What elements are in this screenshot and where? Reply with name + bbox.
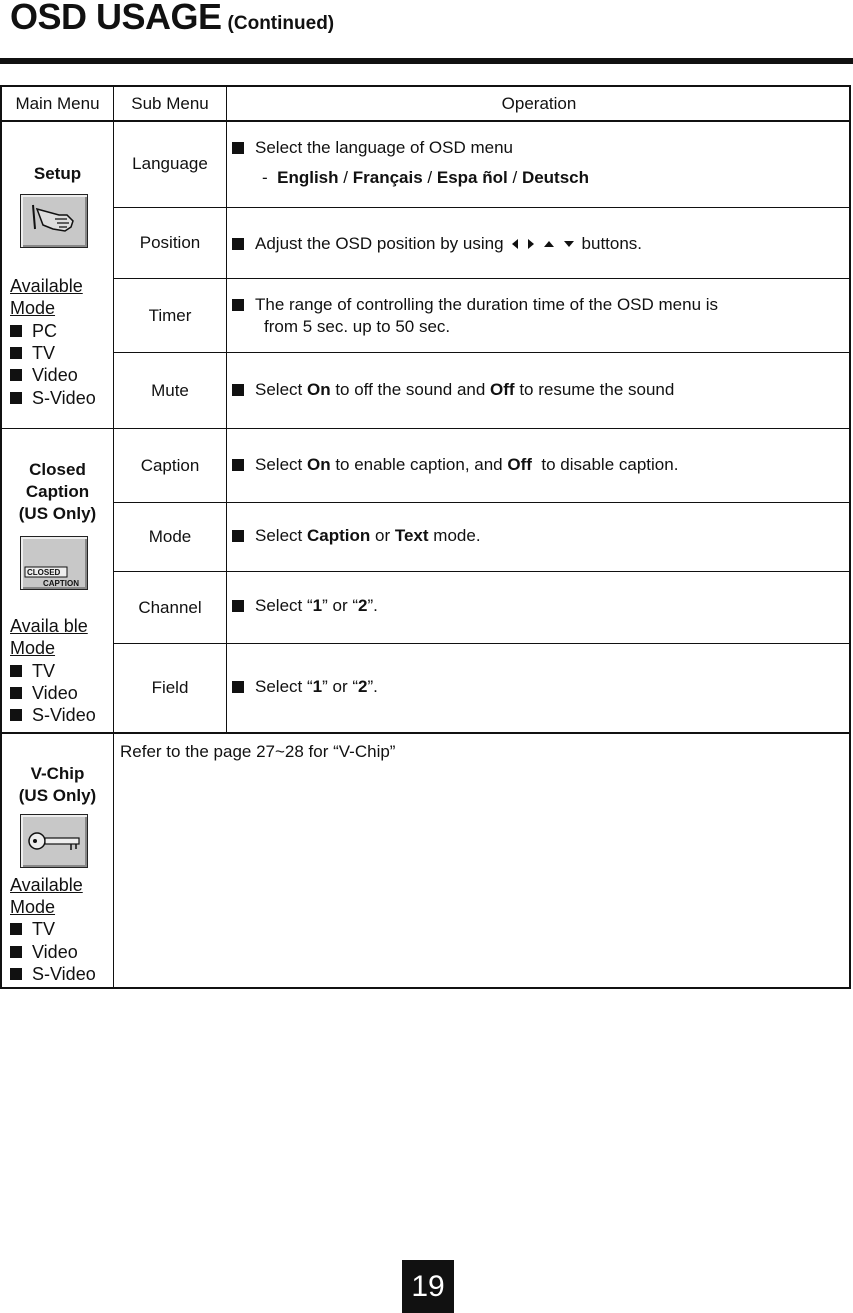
bullet-icon <box>10 665 22 677</box>
setup-mode-label: Mode <box>10 298 56 318</box>
title-main: OSD USAGE <box>10 0 222 37</box>
bullet-icon <box>10 369 22 381</box>
op-language-options: - English / Français / Espa ñol / Deutsch <box>262 168 590 187</box>
bullet-icon <box>232 530 244 542</box>
arrow-up-icon <box>544 241 554 247</box>
caption-mode-video: Video <box>10 682 78 704</box>
arrow-down-icon <box>564 241 574 247</box>
bullet-icon <box>10 325 22 337</box>
title-rule <box>0 58 853 64</box>
op-position: Adjust the OSD position by using buttons. <box>232 233 642 255</box>
bullet-icon <box>232 238 244 250</box>
op-timer: The range of controlling the duration time of the OSD menu is <box>232 294 718 316</box>
sub-mode: Mode <box>148 527 192 546</box>
sub-language: Language <box>132 154 208 173</box>
bullet-icon <box>10 347 22 359</box>
setup-available-label: Available <box>10 276 83 296</box>
bullet-icon <box>232 384 244 396</box>
title-continued: (Continued) <box>227 13 335 34</box>
caption-mode-svideo: S-Video <box>10 704 96 726</box>
caption-title: Closed Caption (US Only) <box>18 460 97 523</box>
page-number: 19 <box>402 1260 454 1313</box>
svg-text:CLOSED: CLOSED <box>27 568 61 577</box>
arrow-buttons <box>512 233 574 255</box>
op-vchip: Refer to the page 27~28 for “V-Chip” <box>120 742 396 761</box>
setup-mode-video: Video <box>10 364 78 386</box>
bullet-icon <box>232 142 244 154</box>
op-field: Select “1” or “2”. <box>232 676 378 698</box>
op-language: Select the language of OSD menu <box>232 137 513 159</box>
bullet-icon <box>10 968 22 980</box>
bullet-icon <box>10 923 22 935</box>
bullet-icon <box>10 687 22 699</box>
col-divider-2 <box>226 87 227 732</box>
setup-title: Setup <box>33 164 82 183</box>
caption-mode-tv: TV <box>10 660 55 682</box>
section-divider <box>2 732 851 734</box>
key-icon <box>20 814 88 868</box>
page-title <box>10 0 334 38</box>
closed-caption-icon <box>20 536 88 590</box>
setup-mode-tv: TV <box>10 342 55 364</box>
bullet-icon <box>232 299 244 311</box>
arrow-left-icon <box>512 239 518 249</box>
sub-timer: Timer <box>148 305 192 325</box>
setup-mode-pc: PC <box>10 320 57 342</box>
sub-caption: Caption <box>140 455 200 475</box>
arrow-right-icon <box>528 239 534 249</box>
op-mode: Select Caption or Text mode. <box>232 525 481 547</box>
sub-field: Field <box>151 678 189 697</box>
op-caption: Select On to enable caption, and Off to disable caption. <box>232 454 678 476</box>
op-mute: Select On to off the sound and Off to resume the sound <box>232 379 674 401</box>
bullet-icon <box>10 946 22 958</box>
vchip-title: V-Chip (US Only) <box>18 764 97 805</box>
header-sub-menu: Sub Menu <box>131 93 209 113</box>
setup-hand-icon <box>20 194 88 248</box>
vchip-available-label: Available <box>10 875 83 895</box>
vchip-mode-video: Video <box>10 941 78 963</box>
header-operation: Operation <box>501 93 577 113</box>
sub-mute: Mute <box>151 380 189 400</box>
vchip-mode-label: Mode <box>10 897 56 917</box>
setup-mode-svideo: S-Video <box>10 387 96 409</box>
vchip-mode-tv: TV <box>10 918 55 940</box>
op-timer-line2: from 5 sec. up to 50 sec. <box>264 317 451 336</box>
bullet-icon <box>232 459 244 471</box>
svg-text:CAPTION: CAPTION <box>43 579 79 588</box>
vchip-mode-svideo: S-Video <box>10 963 96 985</box>
osd-table <box>0 85 851 989</box>
sub-channel: Channel <box>138 597 202 617</box>
bullet-icon <box>232 600 244 612</box>
bullet-icon <box>232 681 244 693</box>
caption-mode-label: Mode <box>10 638 56 658</box>
op-channel: Select “1” or “2”. <box>232 595 378 617</box>
header-main-menu: Main Menu <box>15 93 100 113</box>
bullet-icon <box>10 392 22 404</box>
caption-available-label: Availa ble <box>10 616 88 636</box>
sub-position: Position <box>139 233 201 252</box>
bullet-icon <box>10 709 22 721</box>
